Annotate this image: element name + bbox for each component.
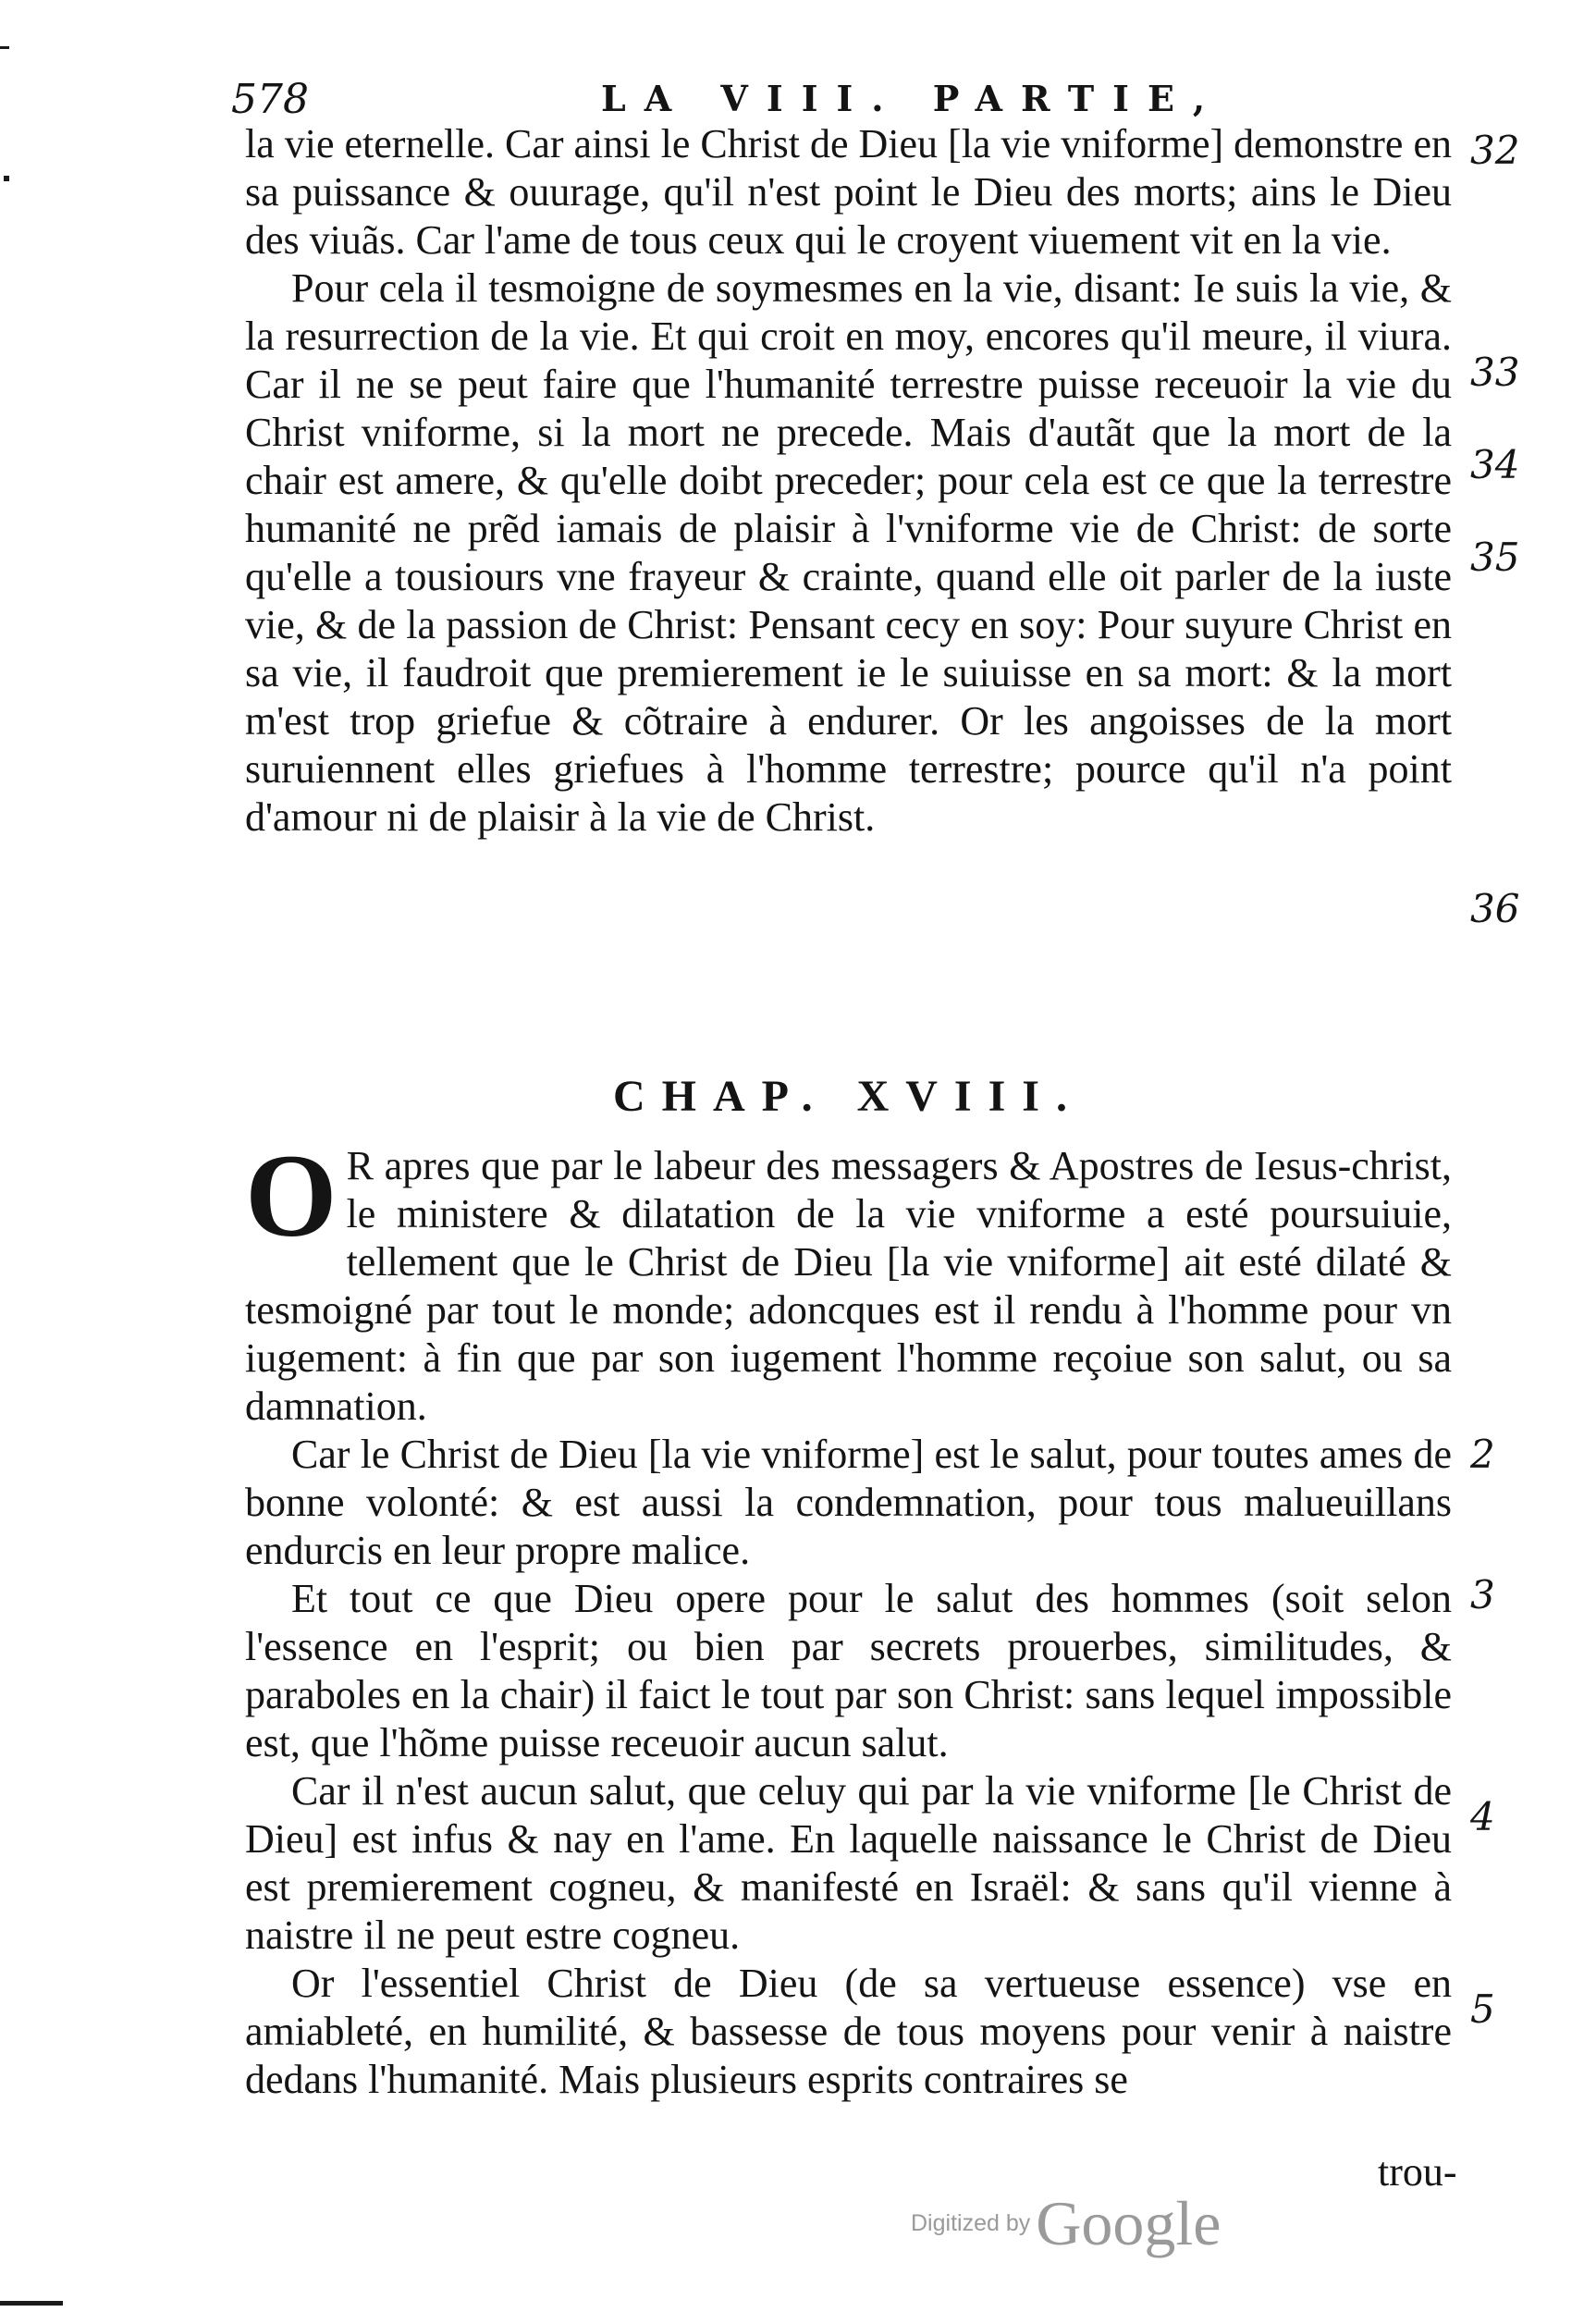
verse-number: 3 (1470, 1572, 1495, 1617)
text-block-chapter (245, 1130, 1452, 2104)
paragraph: Car il n'est aucun salut, que celuy qui par la vie vniforme [le Christ de Dieu] est infus & nay en l'ame. En laquelle naissance le Christ de Dieu est premierement cogneu, & manifesté en Israël: & sans qu'il vienne à naistre il ne peut estre cogneu. (245, 1768, 1452, 1958)
verse-number: 34 (1470, 442, 1520, 487)
chapter-heading: CHAP. XVIII. (613, 1072, 1084, 1121)
google-logo: Google (1036, 2188, 1222, 2258)
verse-number: 32 (1470, 128, 1520, 173)
watermark-prefix: Digitized by (911, 2210, 1031, 2236)
chapter-first-paragraph (245, 1130, 1452, 1431)
edge-mark (0, 46, 9, 49)
text-block-top (245, 120, 1452, 842)
verse-number: 33 (1470, 350, 1520, 395)
paragraph: Et tout ce que Dieu opere pour le salut des hommes (soit selon l'essence en l'esprit; ou bien par secrets prouerbes, similitudes, & paraboles en la chair) il faict le tout par son Christ: sans lequel impossible est, que l'hõme puisse receuoir aucun salut. (245, 1576, 1452, 1765)
paragraph: Or l'essentiel Christ de Dieu (de sa vertueuse essence) vse en amiableté, en humilité, & bassesse de tous moyens pour venir à naistre dedans l'humanité. Mais plusieurs esprits contraires se (245, 1961, 1452, 2102)
drop-cap: O (245, 1130, 338, 1261)
digitized-watermark (911, 2187, 1221, 2260)
verse-number: 4 (1470, 1794, 1495, 1839)
paragraph: Car le Christ de Dieu [la vie vniforme] est le salut, pour toutes ames de bonne volonté: & est aussi la condemnation, pour tous malueuillans endurcis en leur propre malice. (245, 1432, 1452, 1573)
edge-mark (4, 176, 9, 181)
page-number: 578 (231, 76, 309, 123)
verse-number: 2 (1470, 1432, 1495, 1477)
verse-number: 35 (1470, 535, 1520, 580)
paragraph: Pour cela il tesmoigne de soymesmes en la vie, disant: Ie suis la vie, & la resurrection de la vie. Et qui croit en moy, encores qu'il meure, il viura. Car il ne se peut faire que l'humanité terrestre puisse receuoir la vie du Christ vniforme, si la mort ne precede. Mais d'autãt que la mort de la chair est amere, & qu'elle doibt preceder; pour cela est ce que la terrestre humanité ne prẽd iamais de plaisir à l'vniforme vie de Christ: de sorte qu'elle a tousiours vne frayeur & crainte, quand elle oit parler de la iuste vie, & de la passion de Christ: Pensant cecy en soy: Pour suyure Christ en sa vie, il faudroit que premierement ie le suiuisse en sa mort: & la mort m'est trop griefue & cõtraire à endurer. Or les angoisses de la mort suruiennent elles griefues à l'homme terrestre; pource qu'il n'a point d'amour ni de plaisir à la vie de Christ. (245, 265, 1452, 840)
first-paragraph-text: R apres que par le labeur des messagers & Apostres de Iesus-christ, le ministere & dilatation de la vie vniforme a esté poursuiuie, tellement que le Christ de Dieu [la vie vniforme] ait esté dilaté & tesmoigné par tout le monde; adoncques est il rendu à l'homme pour vn iugement: à fin que par son iugement l'homme reçoiue son salut, ou sa damnation. (245, 1143, 1452, 1429)
edge-mark (0, 2301, 63, 2306)
verse-number: 5 (1470, 1986, 1495, 2032)
running-head: LA VIII. PARTIE, (601, 78, 1224, 119)
paragraph-continuation: la vie eternelle. Car ainsi le Christ de Dieu [la vie vniforme] demonstre en sa puissance & ouurage, qu'il n'est point le Dieu des morts; ains le Dieu des viuãs. Car l'ame de tous ceux qui le croyent viuement vit en la vie. (245, 121, 1452, 263)
catchword: trou- (1378, 2149, 1457, 2195)
verse-number: 36 (1470, 886, 1520, 931)
